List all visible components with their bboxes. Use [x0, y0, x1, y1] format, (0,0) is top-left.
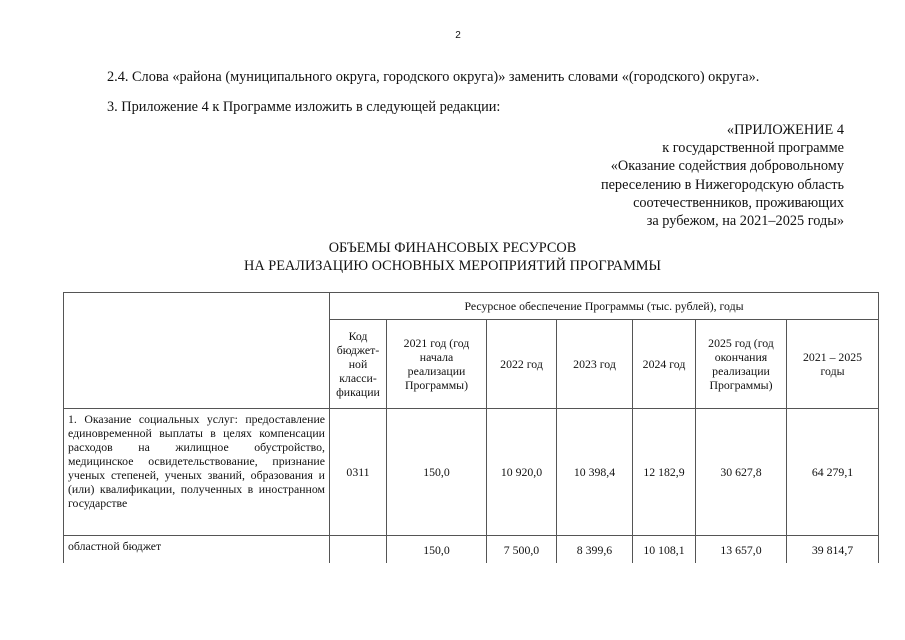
- appendix-line: к государственной программе: [662, 140, 844, 157]
- table-cell: 0311: [330, 409, 387, 536]
- column-header: 2025 год (год окончания реализации Программы): [696, 320, 787, 409]
- table-cell: 8 399,6: [557, 536, 633, 564]
- page-number: 2: [455, 30, 461, 41]
- table-cell: 39 814,7: [787, 536, 879, 564]
- table-row: [64, 536, 879, 564]
- column-header: 2022 год: [487, 320, 557, 409]
- appendix-heading: [524, 121, 844, 230]
- table-cell: 7 500,0: [487, 536, 557, 564]
- appendix-line: соотечественников, проживающих: [633, 194, 844, 211]
- group-header-cell: Ресурсное обеспечение Программы (тыс. рублей), годы: [330, 293, 879, 320]
- row-label: областной бюджет: [64, 536, 330, 564]
- column-header: 2024 год: [633, 320, 696, 409]
- title-line: НА РЕАЛИЗАЦИЮ ОСНОВНЫХ МЕРОПРИЯТИЙ ПРОГРАММЫ: [244, 257, 661, 274]
- appendix-line: переселению в Нижегородскую область: [600, 176, 844, 193]
- header-empty-cell: [64, 293, 330, 409]
- table-cell: 64 279,1: [787, 409, 879, 536]
- paragraph-2-4: 2.4. Слова «района (муниципального округа, городского округа)» заменить словами «(городского) округа».: [107, 69, 760, 85]
- table-cell: 12 182,9: [633, 409, 696, 536]
- table-cell: 13 657,0: [696, 536, 787, 564]
- table-cell: [330, 536, 387, 564]
- table-cell: 150,0: [387, 536, 487, 564]
- table-cell: 30 627,8: [696, 409, 787, 536]
- title-line: ОБЪЕМЫ ФИНАНСОВЫХ РЕСУРСОВ: [328, 240, 577, 256]
- column-header: 2021 – 2025 годы: [787, 320, 879, 409]
- table-cell: 150,0: [387, 409, 487, 536]
- row-label: 1. Оказание социальных услуг: предоставление единовременной выплаты в целях компенсации расходов на жилищное обустройство, медицинское освидетельствование, признание ученых степеней, ученых званий, образования и (или) квалификации, полученных в иностранном государстве: [64, 409, 330, 536]
- appendix-line: за рубежом, на 2021–2025 годы»: [646, 213, 844, 230]
- column-header: 2023 год: [557, 320, 633, 409]
- table-cell: 10 920,0: [487, 409, 557, 536]
- column-header: 2021 год (год начала реализации Программы): [387, 320, 487, 409]
- appendix-line: «ПРИЛОЖЕНИЕ 4: [726, 122, 844, 138]
- table-cell: 10 108,1: [633, 536, 696, 564]
- paragraph-3: 3. Приложение 4 к Программе изложить в следующей редакции:: [107, 99, 501, 115]
- table-row: [64, 409, 879, 536]
- table-cell: 10 398,4: [557, 409, 633, 536]
- table-header-row-1: [64, 293, 879, 320]
- document-title: [0, 240, 905, 275]
- column-header: Код бюджет-ной класси-фикации: [330, 320, 387, 409]
- appendix-line: «Оказание содействия добровольному: [610, 158, 844, 175]
- financial-resources-table: [63, 292, 879, 563]
